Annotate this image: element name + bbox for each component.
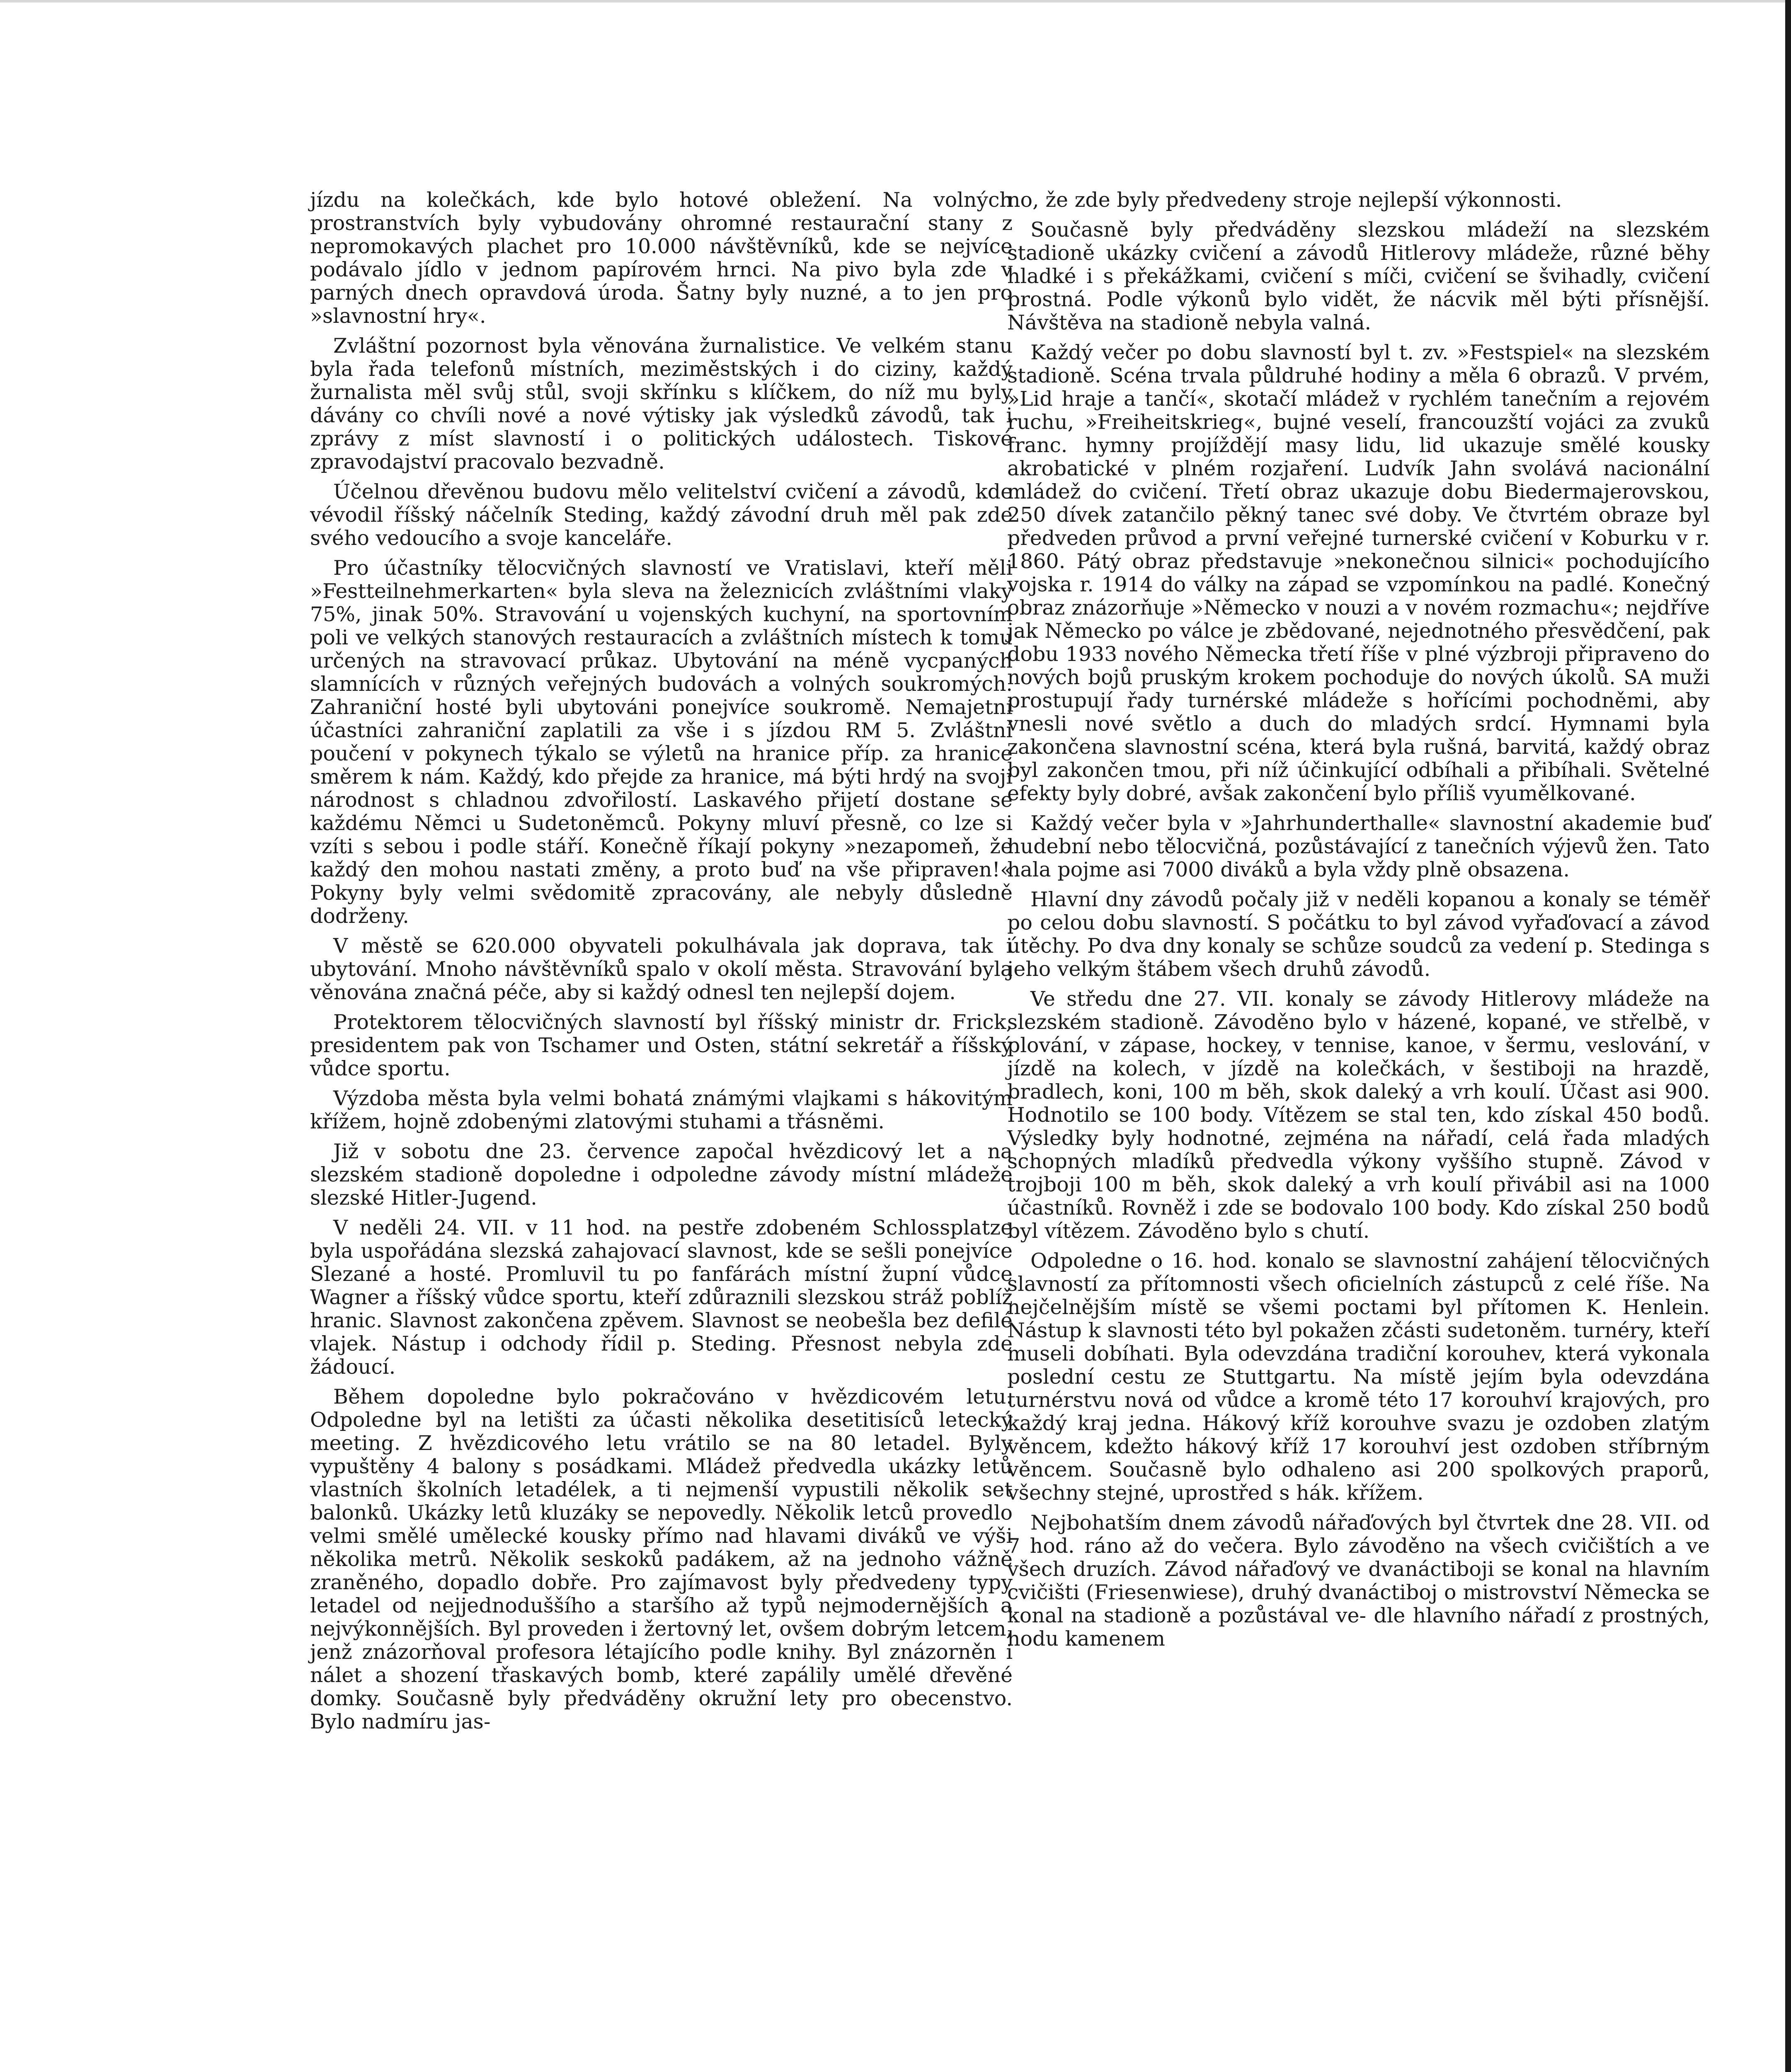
paragraph: Ve středu dne 27. VII. konaly se závody Hitlerovy mládeže na slezském stadioně. Závoděno bylo v házené, kopané, ve střelbě, v plování, v zápase, hockey, v tennise, kanoe, v šermu, veslování, v jízdě na kolech, v jízdě na kolečkách, v šestiboji na hrazdě, bradlech, koni, 100 m běh, skok daleký a vrh koulí. Účast asi 900. Hodnotilo se 100 body. Vítězem se stal ten, kdo získal 450 bodů. Výsledky byly hodnotné, zejména na nářadí, celá řada mladých schopných mladíků předvedla výkony vyššího stupně. Závod v trojboji 100 m běh, skok daleký a vrh koulí přivábil asi na 1000 účastníků. Rovněž i zde se bodovalo 100 body. Kdo získal 250 bodů byl vítězem. Závoděno bylo s chutí.	[1007, 987, 1710, 1243]
paragraph: Současně byly předváděny slezskou mládeží na slezském stadioně ukázky cvičení a závodů Hitlerovy mládeže, různé běhy hladké i s překážkami, cvičení s míči, cvičení se švihadly, cvičení prostná. Podle výkonů bylo vidět, že nácvik měl býti přísnější. Návštěva na stadioně nebyla valná.	[1007, 218, 1710, 334]
paragraph: Již v sobotu dne 23. července započal hvězdicový let a na slezském stadioně dopoledne i odpoledne závody místní mládeže slezské Hitler-Jugend.	[310, 1140, 1013, 1210]
paragraph: Účelnou dřevěnou budovu mělo velitelství cvičení a závodů, kde vévodil říšský náčelník Steding, každý závodní druh měl pak zde svého vedoucího a svoje kanceláře.	[310, 480, 1013, 550]
paragraph: Pro účastníky tělocvičných slavností ve Vratislavi, kteří měli »Festteilnehmerkarten« byla sleva na železnicích zvláštními vlaky 75%, jinak 50%. Stravování u vojenských kuchyní, na sportovním poli ve velkých stanových restauracích a zvláštních místech k tomu určených na stravovací průkaz. Ubytování na méně vycpaných slamnících v různých veřejných budovách a volných soukromých. Zahraniční hosté byli ubytováni ponejvíce soukromě. Nemajetní účastníci zahraniční zaplatili za vše i s jízdou RM 5. Zvláštní poučení v pokynech týkalo se výletů na hranice příp. za hranice směrem k nám. Každý, kdo přejde za hranice, má býti hrdý na svoji národnost s chladnou zdvořilostí. Laskavého přijetí dostane se každému Němci u Sudetoněmců. Pokyny mluví přesně, co lze si vzíti s sebou i podle stáří. Konečně říkají pokyny »nezapomeň, že každý den mohou nastati změny, a proto buď na vše připraven!« Pokyny byly velmi svědomitě zpracovány, ale nebyly důsledně dodrženy.	[310, 556, 1013, 928]
paragraph: V městě se 620.000 obyvateli pokulhávala jak doprava, tak i ubytování. Mnoho návštěvníků spalo v okolí města. Stravování byla věnována značná péče, aby si každý odnesl ten nejlepší dojem.	[310, 934, 1013, 1004]
paragraph: Každý večer po dobu slavností byl t. zv. »Festspiel« na slezském stadioně. Scéna trvala půldruhé hodiny a měla 6 obrazů. V prvém, »Lid hraje a tančí«, skotačí mládež v rychlém tanečním a rejovém ruchu, »Freiheitskrieg«, bujné veselí, francouzští vojáci za zvuků franc. hymny projíždějí masy lidu, lid ukazuje smělé kousky akrobatické v plném rozjaření. Ludvík Jahn svolává nacionální mládež do cvičení. Třetí obraz ukazuje dobu Biedermajerovskou, 250 dívek zatančilo pěkný tanec své doby. Ve čtvrtém obraze byl předveden průvod a první veřejné turnerské cvičení v Koburku v r. 1860. Pátý obraz představuje »nekonečnou silnici« pochodujícího vojska r. 1914 do války na západ se vzpomínkou na padlé. Konečný obraz znázorňuje »Německo v nouzi a v novém rozmachu«; nejdříve jak Německo po válce je zbědované, nejednotného přesvědčení, pak dobu 1933 nového Německa třetí říše v plné výzbroji připraveno do nových bojů pruským krokem pochoduje do nových úkolů. SA muži prostupují řady turnérské mládeže s hořícími pochodněmi, aby vnesli nové světlo a duch do mladých srdcí. Hymnami byla zakončena slavnostní scéna, která byla rušná, barvitá, každý obraz byl zakončen tmou, při níž účinkující odbíhali a přibíhali. Světelné efekty byly dobré, avšak zakončení bylo příliš vyumělkované.	[1007, 341, 1710, 805]
paragraph: Každý večer byla v »Jahrhunderthalle« slavnostní akademie buď hudební nebo tělocvičná, pozůstávající z tanečních výjevů žen. Tato hala pojme asi 7000 diváků a byla vždy plně obsazena.	[1007, 811, 1710, 881]
paragraph: Odpoledne o 16. hod. konalo se slavnostní zahájení tělocvičných slavností za přítomnosti všech oficielních zástupců z celé říše. Na nejčelnějším místě se všemi poctami byl přítomen K. Henlein. Nástup k slavnosti této byl pokažen zčásti sudetoněm. turnéry, kteří museli dobíhati. Byla odevzdána tradiční korouhev, která vykonala poslední cestu ze Stuttgartu. Na místě jejím byla odevzdána turnérstvu nová od vůdce a kromě této 17 korouhví krajových, pro každý kraj jedna. Hákový kříž korouhve svazu je ozdoben zlatým věncem, kdežto hákový kříž 17 korouhví jest ozdoben stříbrným věncem. Současně bylo odhaleno asi 200 spolkových praporů, všechny stejné, uprostřed s hák. křížem.	[1007, 1249, 1710, 1505]
scan-right-edge	[1785, 0, 1791, 2072]
paragraph: Výzdoba města byla velmi bohatá známými vlajkami s hákovitým křížem, hojně zdobenými zlatovými stuhami a třásněmi.	[310, 1087, 1013, 1133]
right-column	[1007, 189, 1710, 1657]
paragraph: jízdu na kolečkách, kde bylo hotové obležení. Na volných prostranstvích byly vybudovány ohromné restaurační stany z nepromokavých plachet pro 10.000 návštěvníků, kde se nejvíce podávalo jídlo v jednom papírovém hrnci. Na pivo byla zde v parných dnech opravdová úroda. Šatny byly nuzné, a to jen pro »slavnostní hry«.	[310, 188, 1013, 328]
paragraph: no, že zde byly předvedeny stroje nejlepší výkonnosti.	[1007, 188, 1562, 212]
paragraph: Protektorem tělocvičných slavností byl říšský ministr dr. Frick, presidentem pak von Tschamer und Osten, státní sekretář a říšský vůdce sportu.	[310, 1010, 1013, 1080]
scan-top-edge	[0, 0, 1791, 2]
paragraph: Hlavní dny závodů počaly již v neděli kopanou a konaly se téměř po celou dobu slavností. S počátku to byl závod vyřaďovací a závod útěchy. Po dva dny konaly se schůze soudců za vedení p. Stedinga s jeho velkým štábem všech druhů závodů.	[1007, 888, 1710, 981]
paragraph: V neděli 24. VII. v 11 hod. na pestře zdobeném Schlossplatze byla uspořádána slezská zahajovací slavnost, kde se sešli ponejvíce Slezané a hosté. Promluvil tu po fanfárách místní župní vůdce Wagner a říšský vůdce sportu, kteří zdůraznili slezskou stráž poblíž hranic. Slavnost zakončena zpěvem. Slavnost se neobešla bez defilé vlajek. Nástup i odchody řídil p. Steding. Přesnost nebyla zde žádoucí.	[310, 1216, 1013, 1379]
paragraph: Během dopoledne bylo pokračováno v hvězdicovém letu. Odpoledne byl na letišti za účasti několika desetitisíců letecký meeting. Z hvězdicového letu vrátilo se na 80 letadel. Byly vypuštěny 4 balony s posádkami. Mládež předvedla ukázky letů vlastních školních letadélek, a ti nejmenší vypustili několik set balonků. Ukázky letů kluzáky se nepovedly. Několik letců provedlo velmi smělé umělecké kousky přímo nad hlavami diváků ve výši několika metrů. Několik seskoků padákem, až na jednoho vážně zraněného, dopadlo dobře. Pro zajímavost byly předvedeny typy letadel od nejjednoduššího a staršího až typů nejmodernějších a nejvýkonnějších. Byl proveden i žertovný let, ovšem dobrým letcem, jenž znázorňoval profesora létajícího podle knihy. Byl znázorněn i nálet a shození třaskavých bomb, které zapálily umělé dřevěné domky. Současně byly předváděny okružní lety pro obecenstvo. Bylo nadmíru jas-	[310, 1385, 1013, 1733]
paragraph: Nejbohatším dnem závodů nářaďových byl čtvrtek dne 28. VII. od 7 hod. ráno až do večera. Bylo závoděno na všech cvičištích a ve všech druzích. Závod nářaďový ve dvanáctiboji se konal na hlavním cvičišti (Friesenwiese), druhý dvanáctiboj o mistrovství Německa se konal na stadioně a pozůstával ve- dle hlavního nářadí z prostných, hodu kamenem	[1007, 1511, 1710, 1651]
left-column	[310, 189, 1013, 1740]
paragraph: Zvláštní pozornost byla věnována žurnalistice. Ve velkém stanu byla řada telefonů místních, meziměstských i do ciziny, každý žurnalista měl svůj stůl, svoji skřínku s klíčkem, do níž mu byly dávány co chvíli nové a nové výtisky jak výsledků závodů, tak i zprávy z míst slavností i o politických událostech. Tiskové zpravodajství pracovalo bezvadně.	[310, 334, 1013, 474]
